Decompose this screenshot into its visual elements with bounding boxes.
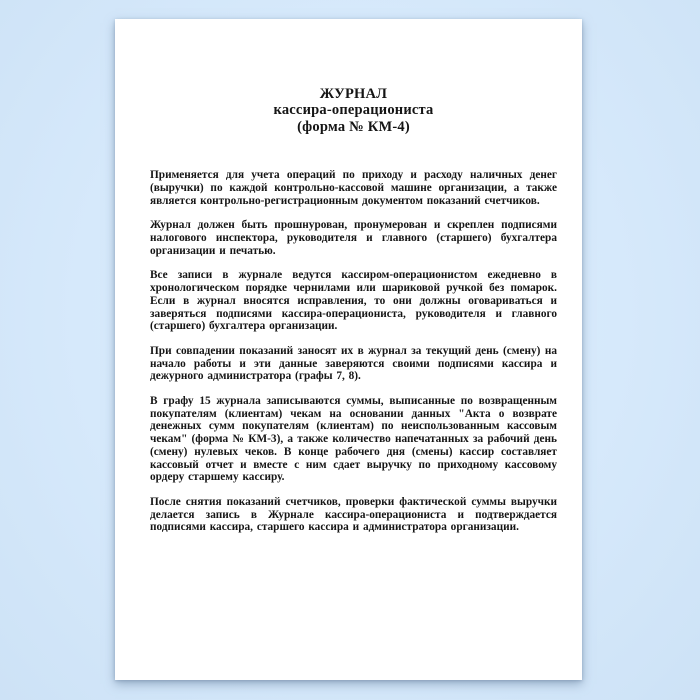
body-paragraph-1: Применяется для учета операций по приходу и расходу наличных денег (выручки) по каждой контрольно-кассовой машине организации, а также является контрольно-регистрационным документом показаний счетчиков. [150, 169, 557, 207]
title-line-form-number: (форма № КМ-4) [297, 118, 410, 135]
body-paragraph-5: В графу 15 журнала записываются суммы, выписанные по возвращенным покупателям (клиентам) чекам на основании данных "Акта о возврате денежных сумм покупателям (клиентам) по неиспользованным кассовым чекам" (форма № КМ-3), а также количество напечатанных за рабочий день (смену) нулевых чеков. В конце рабочего дня (смены) кассир составляет кассовый отчет и вместе с ним сдает выручку по приходному кассовому ордеру старшему кассиру. [150, 395, 557, 484]
body-paragraph-4: При совпадении показаний заносят их в журнал за текущий день (смену) на начало работы и эти данные заверяются своими подписями кассира и дежурного администратора (графы 7, 8). [150, 344, 557, 383]
body-paragraph-6: После снятия показаний счетчиков, проверки фактической суммы выручки делается запись в Журнале кассира-операциониста и подтверждается подписями кассира, старшего кассира и администратора организации. [150, 495, 557, 534]
document-page [115, 19, 582, 680]
title-line-subject: кассира-операциониста [273, 102, 434, 119]
body-paragraph-3: Все записи в журнале ведутся кассиром-операционистом ежедневно в хронологическом порядке чернилами или шариковой ручкой без помарок. Если в журнал вносятся исправления, то они должны оговариваться и заверяться подписями кассира-операциониста, руководителя и главного (старшего) бухгалтера организации. [150, 269, 557, 333]
document-title [150, 86, 557, 135]
body-paragraph-2: Журнал должен быть прошнурован, пронумерован и скреплен подписями налогового инспектора, руководителя и главного (старшего) бухгалтера организации и печатью. [150, 219, 557, 257]
title-line-journal: ЖУРНАЛ [319, 86, 388, 102]
